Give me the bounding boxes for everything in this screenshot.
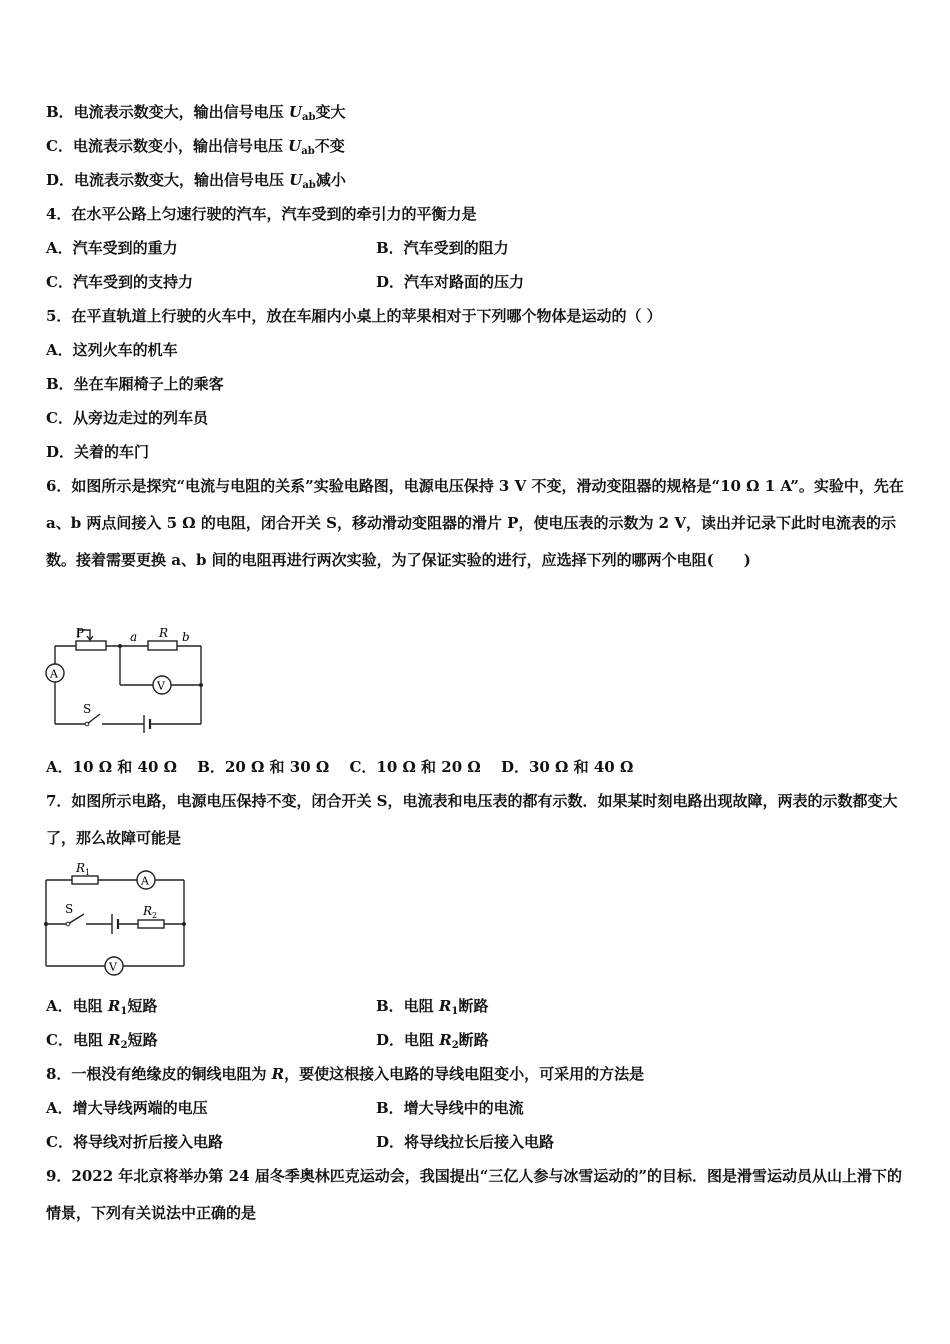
q7-switch-label: S xyxy=(65,902,74,916)
q6-stem: 6．如图所示是探究“电流与电阻的关系”实验电路图，电源电压保持 3 V 不变，滑动变阻器的规格是“10 Ω 1 A”。实验中，先在 a、b 两点间接入 5 Ω 的电阻，闭合开关 S，移动滑动变阻器的滑片 P，使电压表的示数为 2 V，读出并记录下此时电流表的示数。接着需要更换 a、b 间的电阻再进行两次实验，为了保证实验的进行，应选择下列的哪两个电阻( ) xyxy=(46,477,904,569)
q6-label-a: a xyxy=(130,630,138,644)
q6-options: A．10 Ω 和 40 Ω B．20 Ω 和 30 Ω C．10 Ω 和 20 Ω D．30 Ω 和 40 Ω xyxy=(46,758,634,776)
q5-stem: 5．在平直轨道上行驶的火车中，放在车厢内小桌上的苹果相对于下列哪个物体是运动的（ ） xyxy=(46,307,662,325)
q4-stem: 4．在水平公路上匀速行驶的汽车，汽车受到的牵引力的平衡力是 xyxy=(46,205,477,223)
q5-option-d: D．关着的车门 xyxy=(46,443,150,461)
q8-option-b: B．增大导线中的电流 xyxy=(376,1099,524,1117)
q7-label-r1: $R_1$ xyxy=(76,861,91,877)
q7-resistor-r1 xyxy=(72,876,98,884)
q7-resistor-r2 xyxy=(138,920,164,928)
q6-label-b: b xyxy=(182,630,190,644)
q7-option-d: D．电阻 $R_2$断路 xyxy=(376,1031,489,1051)
q8-option-c: C．将导线对折后接入电路 xyxy=(46,1133,223,1151)
q6-rheostat xyxy=(76,641,106,650)
q6-circuit-diagram xyxy=(40,618,210,733)
q7-voltmeter-label: V xyxy=(109,960,117,974)
q4-option-b: B．汽车受到的阻力 xyxy=(376,239,509,257)
q7-stem: 7．如图所示电路，电源电压保持不变，闭合开关 S，电流表和电压表的都有示数．如果某时刻电路出现故障，两表的示数都变大了，那么故障可能是 xyxy=(46,792,898,847)
q6-label-r: R xyxy=(159,626,169,640)
q8-stem: 8．一根没有绝缘皮的铜线电阻为 R，要使这根接入电路的导线电阻变小，可采用的方法是 xyxy=(46,1065,645,1083)
q6-switch-label: S xyxy=(83,702,92,716)
q7-ammeter-label: A xyxy=(141,874,149,888)
q8-option-a: A．增大导线两端的电压 xyxy=(46,1099,208,1117)
q8-option-d: D．将导线拉长后接入电路 xyxy=(376,1133,555,1151)
q6-voltmeter-label: V xyxy=(157,679,165,693)
q5-option-a: A．这列火车的机车 xyxy=(46,341,178,359)
q4-option-c: C．汽车受到的支持力 xyxy=(46,273,193,291)
q5-option-b: B．坐在车厢椅子上的乘客 xyxy=(46,375,224,393)
q7-label-r2: $R_2$ xyxy=(143,904,158,920)
q7-option-a: A．电阻 $R_1$短路 xyxy=(46,997,158,1017)
q7-option-b: B．电阻 $R_1$断路 xyxy=(376,997,489,1017)
q6-resistor xyxy=(148,641,177,650)
q6-label-p: P xyxy=(76,626,85,640)
q9-stem: 9．2022 年北京将举办第 24 届冬季奥林匹克运动会，我国提出“三亿人参与冰雪运动的”的目标．图是滑雪运动员从山上滑下的情景，下列有关说法中正确的是 xyxy=(46,1167,902,1222)
q4-option-a: A．汽车受到的重力 xyxy=(46,239,178,257)
q7-circuit-diagram xyxy=(40,858,190,973)
q6-ammeter-label: A xyxy=(50,667,58,681)
q4-option-d: D．汽车对路面的压力 xyxy=(376,273,525,291)
q5-option-c: C．从旁边走过的列车员 xyxy=(46,409,208,427)
q3-option-b: B．电流表示数变大，输出信号电压 $U_{ab}$变大 xyxy=(46,103,346,123)
q3-option-d: D．电流表示数变大，输出信号电压 $U_{ab}$减小 xyxy=(46,171,346,191)
q7-option-c: C．电阻 $R_2$短路 xyxy=(46,1031,158,1051)
q3-option-c: C．电流表示数变小，输出信号电压 $U_{ab}$不变 xyxy=(46,137,345,157)
